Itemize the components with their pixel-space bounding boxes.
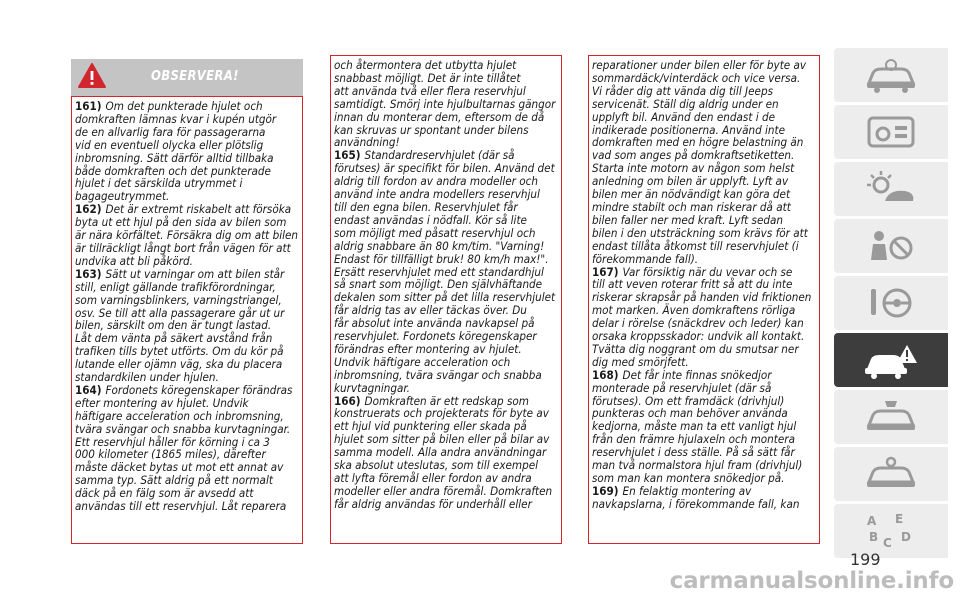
text-line: riskerar skrapsår på handen vid friktionen [592, 290, 812, 305]
text-line: Ersätt reservhjulet med ett standardhjul [334, 264, 544, 279]
text-line: 168) Det får inte finnas snökedjor [592, 367, 772, 382]
text-line: snabbast möjligt. Det är inte tillåtet [334, 70, 521, 85]
text-line: lutande eller ojämn väg, ska du placera [75, 357, 283, 372]
text-line: undvika att bli påkörd. [75, 253, 193, 268]
text-line: Vi råder dig att vända dig till Jeeps [592, 83, 774, 98]
note-paragraph [592, 369, 817, 485]
note-paragraph [592, 266, 817, 369]
text-line: 169) En felaktig montering av [592, 483, 752, 498]
index-icon [861, 509, 921, 553]
text-line: användas till ett reservhjul. Låt reparera [75, 499, 287, 514]
text-line: punkteras och man behöver använda [592, 406, 788, 421]
index-letter: B [869, 530, 879, 544]
text-line: inbromsning, tvära svängar och snabba [334, 367, 542, 382]
text-line: samtidigt. Smörj inte hjulbultarnas gängor [334, 96, 556, 111]
technical-data-icon [861, 454, 921, 494]
text-line: får aldrig användas för underhåll eller [334, 496, 532, 511]
tab-maintenance[interactable] [834, 390, 948, 444]
text-line: inbromsning. Sätt därför alltid tillbaka [75, 150, 274, 165]
text-line: samma modell. Alla andra användningar [334, 445, 547, 460]
text-line: Låt dem vänta på säkert avstånd från [75, 331, 273, 346]
text-column-1 [71, 97, 303, 544]
index-letter: A [867, 514, 877, 528]
note-paragraph [75, 384, 300, 513]
note-paragraph [334, 149, 559, 394]
note-number: 165) [334, 148, 361, 163]
warning-triangle-icon [77, 61, 107, 91]
text-column-3 [588, 55, 820, 544]
text-line: och återmontera det utbytta hjulet [334, 58, 517, 72]
text-line: vad som anges på domkraftsetiketten. [592, 148, 795, 163]
note-paragraph [75, 100, 300, 203]
text-line: kurvtagningar. [334, 380, 410, 395]
lights-wipers-icon [861, 169, 921, 209]
tab-car-interior[interactable] [834, 105, 948, 159]
text-line: trafiken tills bytet utförts. Om du kör på [75, 344, 284, 359]
text-line: Endast för tillfälligt bruk! 80 km/h max!". [334, 251, 549, 266]
text-line: som man kan montera snökedjor på. [592, 471, 785, 485]
note-paragraph [334, 395, 559, 511]
text-line: innan du monterar dem, eftersom de då [334, 109, 545, 124]
text-line: navkapslarna, i förekommande fall, kan [592, 496, 800, 511]
warning-banner [71, 59, 303, 97]
text-line: 161) Om det punkterade hjulet och [75, 99, 263, 113]
column-text [334, 59, 559, 511]
text-line: förutses) är specifikt för bilen. Använd det [334, 161, 555, 176]
note-number: 166) [334, 393, 361, 408]
text-line: mot marken. Även domkraftens rörliga [592, 303, 796, 318]
text-line: ska absolut uteslutas, som till exempel [334, 458, 539, 473]
text-line: mindre stabilt och man riskerar då att [592, 199, 791, 214]
tab-lights-wipers[interactable] [834, 162, 948, 216]
tab-safety[interactable] [834, 219, 948, 273]
text-line: som möjligt med påsatt reservhjul och [334, 225, 536, 240]
note-paragraph [75, 268, 300, 384]
text-line: indikerade positionerna. Använd inte [592, 122, 786, 137]
chapter-sidebar [834, 48, 960, 556]
text-line: bilen faller ner med kraft. Lyft sedan [592, 212, 783, 227]
text-line: använd inte andra modellers reservhjul [334, 187, 540, 202]
tab-technical-data[interactable] [834, 447, 948, 501]
text-line: efter montering av hjulet. Undvik [75, 395, 249, 410]
text-line: domkraften lämnas kvar i kupén utgör [75, 111, 277, 126]
text-line: förändras efter montering av hjulet. [334, 341, 522, 356]
text-line: 164) Fordonets köregenskaper förändras [75, 382, 293, 397]
text-line: kan skruvas ur spontant under bilens [334, 122, 529, 137]
index-letter: C [883, 536, 892, 550]
text-line: osv. Se till att alla passagerare går ut ur [75, 305, 285, 320]
text-line: är tillräckligt långt bort från vägen för att [75, 240, 291, 255]
text-line: både domkraften och det punkterade [75, 163, 271, 178]
text-line: bagageutrymmet. [75, 189, 170, 204]
steering-wheel-icon [861, 283, 921, 323]
text-line: förekommande fall). [592, 251, 699, 266]
text-line: samma typ. Sätt aldrig på ett normalt [75, 473, 273, 488]
text-line: 166) Domkraften är ett redskap som [334, 393, 529, 408]
text-line: servicenät. Ställ dig aldrig under en [592, 96, 779, 111]
note-number: 164) [75, 382, 102, 397]
text-line: endast tillåta åtkomst till reservhjulet (i [592, 238, 799, 253]
text-line: konstruerats och projekterats för byte av [334, 406, 549, 421]
text-line: byta ut ett hjul på den sida av bilen som [75, 215, 287, 230]
tab-emergency[interactable] [834, 333, 948, 387]
text-line: till den egna bilen. Reservhjulet får [334, 199, 518, 214]
note-paragraph [334, 59, 559, 149]
tab-car-info[interactable] [834, 48, 948, 102]
text-line: 162) Det är extremt riskabelt att försöka [75, 202, 292, 217]
text-line: får aldrig tas av eller täckas över. Du [334, 303, 527, 318]
text-line: upplyft bil. Använd den endast i de [592, 109, 775, 124]
text-line: domkraften med en högre belastning än [592, 135, 804, 150]
text-line: aldrig till fordon av andra modeller och [334, 174, 539, 189]
text-line: till att veven roterar fritt så att du inte [592, 277, 793, 292]
note-paragraph [592, 59, 817, 266]
text-line: hjulet i det särskilda utrymmet i [75, 176, 243, 191]
car-emergency-icon [859, 339, 923, 381]
safety-icon [861, 226, 921, 266]
text-line: användning! [334, 135, 400, 150]
text-line: Starta inte motorn av någon som helst [592, 161, 795, 176]
text-line: bilen, särskilt om den är tungt lastad. [75, 318, 272, 333]
text-line: 167) Var försiktig när du vevar och se [592, 264, 793, 279]
tab-driving[interactable] [834, 276, 948, 330]
text-line: aldrig snabbare än 80 km/tim. "Varning! [334, 238, 545, 253]
text-line: 000 kilometer (1865 miles), därefter [75, 447, 266, 462]
watermark: carmanualsonline.info [669, 568, 954, 594]
note-number: 162) [75, 202, 102, 217]
car-info-icon [861, 55, 921, 95]
text-line: dekalen som sitter på det lilla reservhjulet [334, 290, 556, 305]
text-line: endast användas i nödfall. Kör så lite [334, 212, 527, 227]
text-line: från den främre hjulaxeln och montera [592, 432, 795, 447]
note-paragraph [592, 485, 817, 511]
text-line: ett hjul vid punktering eller skada på [334, 419, 527, 434]
text-line: så snart som möjligt. Den självhäftande [334, 277, 543, 292]
text-line: sommardäck/vinterdäck och vice versa. [592, 70, 801, 85]
note-paragraph [75, 203, 300, 268]
text-line: att använda två eller flera reservhjul [334, 83, 526, 98]
text-line: reservhjulet i dess ställe. På så sätt får [592, 445, 795, 460]
text-line: 163) Sätt ut varningar om att bilen står [75, 266, 285, 281]
column-text [592, 59, 817, 511]
text-line: delar i rörelse (snäckdrev och leder) kan [592, 316, 804, 331]
text-line: att lyfta föremål eller fordon av andra [334, 471, 532, 485]
text-line: vid en eventuell olycka eller plötslig [75, 137, 264, 152]
text-line: förutses). Om ett framdäck (drivhjul) [592, 393, 785, 408]
page-number: 199 [850, 550, 881, 569]
text-line: hjulet som sitter på bilen eller på bilar av [334, 432, 550, 447]
text-line: måste däcket bytas ut mot ett annat av [75, 460, 284, 475]
index-letter: D [901, 530, 911, 544]
text-line: Ett reservhjul håller för körning i ca 3 [75, 434, 270, 449]
text-line: bilen mer än nödvändigt kan göra det [592, 187, 791, 202]
text-line: de en allvarlig fara för passagerarna [75, 124, 266, 139]
text-line: monterade på reservhjulet (där så [592, 380, 772, 395]
text-line: kedjorna, måste man ta ett vanligt hjul [592, 419, 797, 434]
text-line: Tvätta dig noggrant om du smutsar ner [592, 341, 799, 356]
text-line: tvära svängar och snabba kurvtagningar. [75, 421, 291, 436]
note-number: 169) [592, 483, 619, 498]
note-number: 168) [592, 367, 619, 382]
note-number: 163) [75, 266, 102, 281]
car-interior-icon [861, 112, 921, 152]
text-line: reservhjulet. Fordonets köregenskaper [334, 329, 537, 344]
note-number: 167) [592, 264, 619, 279]
text-line: man två normalstora hjul fram (drivhjul) [592, 458, 803, 473]
text-line: häftigare acceleration och inbromsning, [75, 408, 284, 423]
text-line: är nära körfältet. Försäkra dig om att bilen [75, 228, 299, 243]
text-line: orsaka kroppsskador: undvik all kontakt. [592, 329, 805, 344]
text-line: får absolut inte använda navkapsel på [334, 316, 535, 331]
text-line: dig med smörjfett. [592, 354, 689, 369]
text-column-2 [330, 55, 562, 544]
index-letter: E [895, 512, 904, 526]
text-line: bilen i den utsträckning som krävs för att [592, 225, 808, 240]
note-number: 161) [75, 99, 102, 113]
text-line: som varningsblinkers, varningstriangel, [75, 292, 282, 307]
text-line: standardkilen under hjulen. [75, 370, 219, 385]
text-line: 165) Standardreservhjulet (där så [334, 148, 515, 163]
maintenance-icon [861, 397, 921, 437]
banner-title: OBSERVERA! [151, 69, 239, 84]
text-line: modeller eller andra föremål. Domkraften [334, 483, 553, 498]
text-line: reparationer under bilen eller för byte av [592, 58, 807, 72]
text-line: still, enligt gällande trafikförordningar, [75, 279, 276, 294]
text-line: Undvik häftigare acceleration och [334, 354, 511, 369]
text-line: däck på en fälg som är avsedd att [75, 486, 254, 501]
column-text [75, 100, 300, 513]
text-line: anledning om bilen är upplyft. Lyft av [592, 174, 789, 189]
